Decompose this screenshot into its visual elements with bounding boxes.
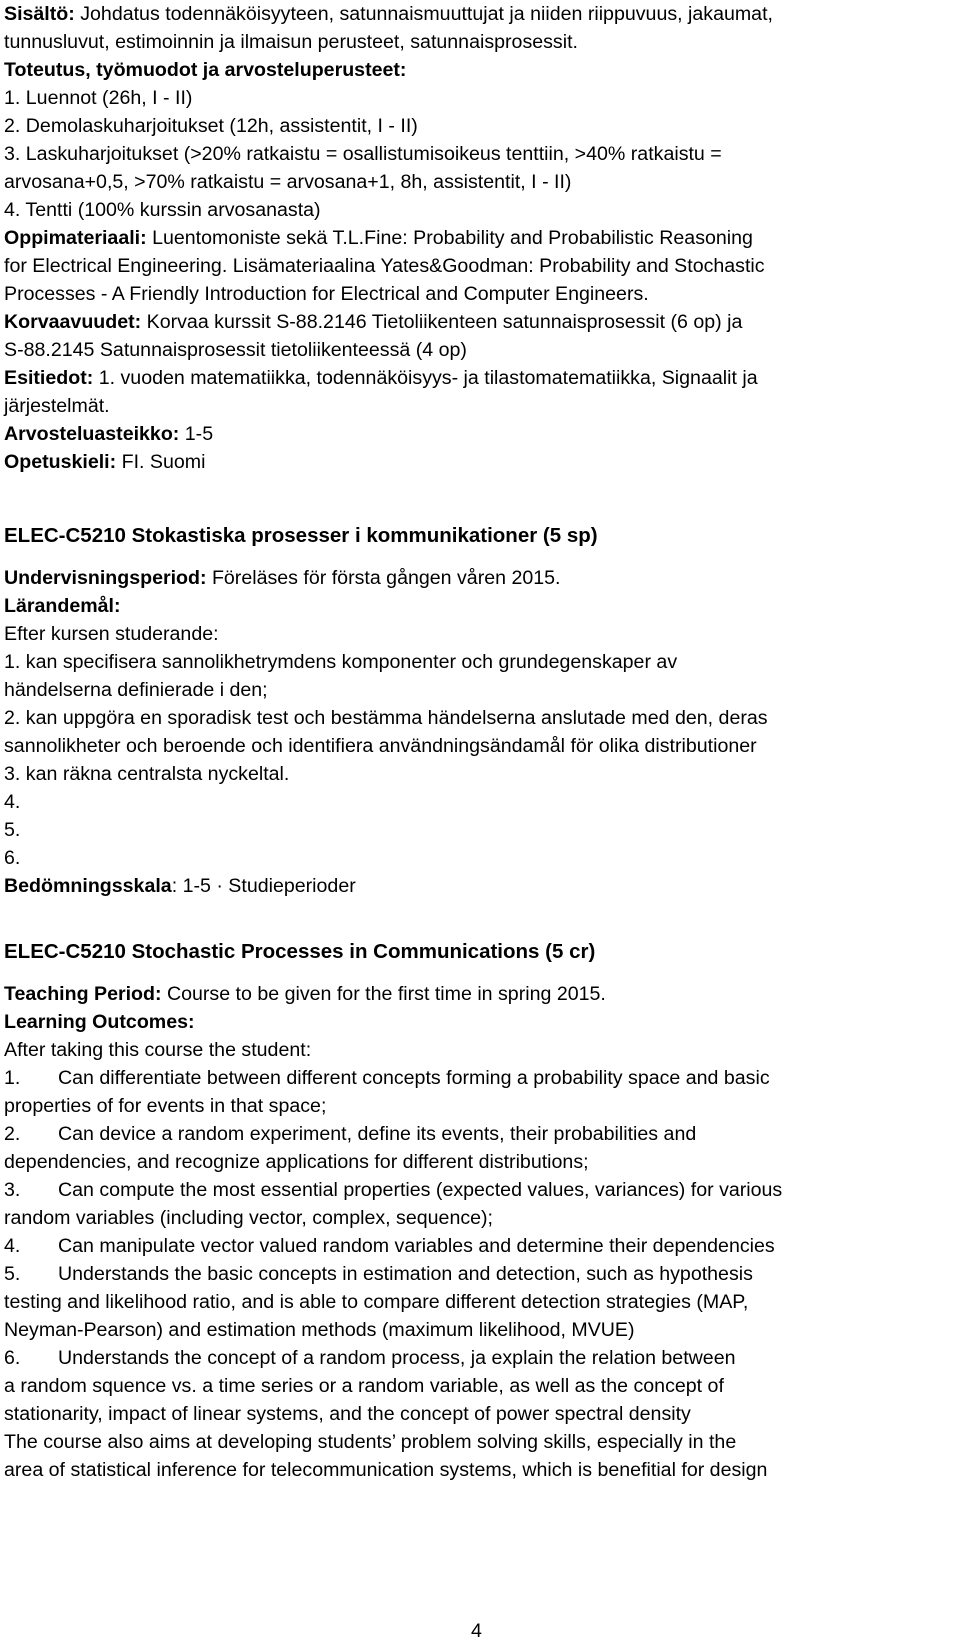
korvaavuudet-line-1 bbox=[4, 308, 742, 336]
toteutus-item: arvosana+0,5, >70% ratkaistu = arvosana+1, 8h, assistentit, I - II) bbox=[4, 171, 572, 193]
undervisningsperiod-label: Undervisningsperiod: bbox=[4, 567, 207, 589]
oppimateriaali-text: Luentomoniste sekä T.L.Fine: Probability and Probabilistic Reasoning bbox=[146, 227, 753, 249]
outcome-item bbox=[4, 1176, 782, 1204]
outcome-number: 1. bbox=[4, 1067, 21, 1089]
closing-text-line-1: The course also aims at developing students’ problem solving skills, especially in the bbox=[4, 1431, 737, 1453]
opetuskieli-label: Opetuskieli: bbox=[4, 451, 117, 473]
bedomningsskala-label: Bedömningsskala bbox=[4, 875, 172, 897]
outcome-continuation: dependencies, and recognize applications for different distributions; bbox=[4, 1151, 589, 1173]
sisalto-label: Sisältö: bbox=[4, 3, 75, 25]
larandemal-item: 6. bbox=[4, 847, 21, 869]
sisalto-line-1 bbox=[4, 0, 773, 28]
outcome-item bbox=[4, 1260, 753, 1288]
bedomningsskala-text: : 1-5 · Studieperioder bbox=[171, 875, 356, 897]
outcome-text: Can differentiate between different concepts forming a probability space and basic bbox=[58, 1067, 770, 1089]
esitiedot-line-2: järjestelmät. bbox=[4, 395, 110, 417]
learning-outcomes-label: Learning Outcomes: bbox=[4, 1011, 195, 1033]
larandemal-item: händelserna definierade i den; bbox=[4, 679, 268, 701]
outcome-text: Can compute the most essential properties (expected values, variances) for various bbox=[58, 1179, 783, 1201]
outcome-item bbox=[4, 1344, 736, 1372]
opetuskieli-text: FI. Suomi bbox=[116, 451, 206, 473]
larandemal-label: Lärandemål: bbox=[4, 595, 121, 617]
oppimateriaali-line-1 bbox=[4, 224, 753, 252]
outcome-number: 6. bbox=[4, 1347, 21, 1369]
outcome-item bbox=[4, 1120, 696, 1148]
outcome-continuation: random variables (including vector, complex, sequence); bbox=[4, 1207, 494, 1229]
larandemal-intro: Efter kursen studerande: bbox=[4, 623, 219, 645]
esitiedot-text: 1. vuoden matematiikka, todennäköisyys- ja tilastomatematiikka, Signaalit ja bbox=[93, 367, 758, 389]
esitiedot-label: Esitiedot: bbox=[4, 367, 94, 389]
toteutus-item: 3. Laskuharjoitukset (>20% ratkaistu = osallistumisoikeus tenttiin, >40% ratkaistu = bbox=[4, 143, 722, 165]
page-number: 4 bbox=[471, 1620, 482, 1642]
teaching-period-text: Course to be given for the first time in spring 2015. bbox=[161, 983, 606, 1005]
larandemal-item: 4. bbox=[4, 791, 21, 813]
toteutus-label: Toteutus, työmuodot ja arvosteluperusteet: bbox=[4, 59, 407, 81]
undervisningsperiod-text: Föreläses för första gången våren 2015. bbox=[206, 567, 561, 589]
outcome-text: Understands the concept of a random process, ja explain the relation between bbox=[58, 1347, 736, 1369]
larandemal-item: 3. kan räkna centralsta nyckeltal. bbox=[4, 763, 290, 785]
outcome-number: 3. bbox=[4, 1179, 21, 1201]
course-heading-en: ELEC-C5210 Stochastic Processes in Communications (5 cr) bbox=[4, 940, 596, 963]
sisalto-line-2: tunnusluvut, estimoinnin ja ilmaisun perusteet, satunnaisprosessit. bbox=[4, 31, 578, 53]
opetuskieli-line bbox=[4, 448, 205, 476]
outcome-text: Understands the basic concepts in estimation and detection, such as hypothesis bbox=[58, 1263, 753, 1285]
oppimateriaali-label: Oppimateriaali: bbox=[4, 227, 147, 249]
arvosteluasteikko-text: 1-5 bbox=[179, 423, 214, 445]
arvosteluasteikko-label: Arvosteluasteikko: bbox=[4, 423, 180, 445]
esitiedot-line-1 bbox=[4, 364, 758, 392]
closing-text-line-2: area of statistical inference for telecommunication systems, which is benefitial for design bbox=[4, 1459, 768, 1481]
larandemal-item: 1. kan specifisera sannolikhetrymdens komponenter och grundegenskaper av bbox=[4, 651, 678, 673]
learning-outcomes-intro: After taking this course the student: bbox=[4, 1039, 312, 1061]
outcome-number: 2. bbox=[4, 1123, 21, 1145]
toteutus-item: 2. Demolaskuharjoitukset (12h, assistentit, I - II) bbox=[4, 115, 418, 137]
outcome-continuation: stationarity, impact of linear systems, and the concept of power spectral density bbox=[4, 1403, 691, 1425]
outcome-continuation: a random squence vs. a time series or a random variable, as well as the concept of bbox=[4, 1375, 724, 1397]
larandemal-item: sannolikheter och beroende och identifiera användningsändamål för olika distributioner bbox=[4, 735, 757, 757]
arvosteluasteikko-line bbox=[4, 420, 213, 448]
larandemal-item: 5. bbox=[4, 819, 21, 841]
outcome-continuation: testing and likelihood ratio, and is able to compare different detection strategies (MAP, bbox=[4, 1291, 749, 1313]
outcome-number: 4. bbox=[4, 1235, 21, 1257]
larandemal-item: 2. kan uppgöra en sporadisk test och bestämma händelserna anslutade med den, deras bbox=[4, 707, 768, 729]
outcome-continuation: properties of for events in that space; bbox=[4, 1095, 327, 1117]
outcome-item bbox=[4, 1064, 770, 1092]
sisalto-text: Johdatus todennäköisyyteen, satunnaismuuttujat ja niiden riippuvuus, jakaumat, bbox=[74, 3, 773, 25]
bedomningsskala-line bbox=[4, 872, 356, 900]
outcome-item bbox=[4, 1232, 775, 1260]
undervisningsperiod-line bbox=[4, 564, 561, 592]
outcome-number: 5. bbox=[4, 1263, 21, 1285]
teaching-period-line bbox=[4, 980, 606, 1008]
korvaavuudet-label: Korvaavuudet: bbox=[4, 311, 142, 333]
toteutus-item: 1. Luennot (26h, I - II) bbox=[4, 87, 193, 109]
outcome-text: Can manipulate vector valued random variables and determine their dependencies bbox=[58, 1235, 775, 1257]
oppimateriaali-line-3: Processes - A Friendly Introduction for Electrical and Computer Engineers. bbox=[4, 283, 649, 305]
teaching-period-label: Teaching Period: bbox=[4, 983, 162, 1005]
toteutus-item: 4. Tentti (100% kurssin arvosanasta) bbox=[4, 199, 321, 221]
outcome-continuation: Neyman-Pearson) and estimation methods (maximum likelihood, MVUE) bbox=[4, 1319, 635, 1341]
korvaavuudet-text: Korvaa kurssit S-88.2146 Tietoliikenteen satunnaisprosessit (6 op) ja bbox=[141, 311, 743, 333]
oppimateriaali-line-2: for Electrical Engineering. Lisämateriaalina Yates&Goodman: Probability and Stochastic bbox=[4, 255, 765, 277]
course-heading-sv: ELEC-C5210 Stokastiska prosesser i kommunikationer (5 sp) bbox=[4, 524, 598, 547]
outcome-text: Can device a random experiment, define its events, their probabilities and bbox=[58, 1123, 697, 1145]
korvaavuudet-line-2: S-88.2145 Satunnaisprosessit tietoliikenteessä (4 op) bbox=[4, 339, 467, 361]
